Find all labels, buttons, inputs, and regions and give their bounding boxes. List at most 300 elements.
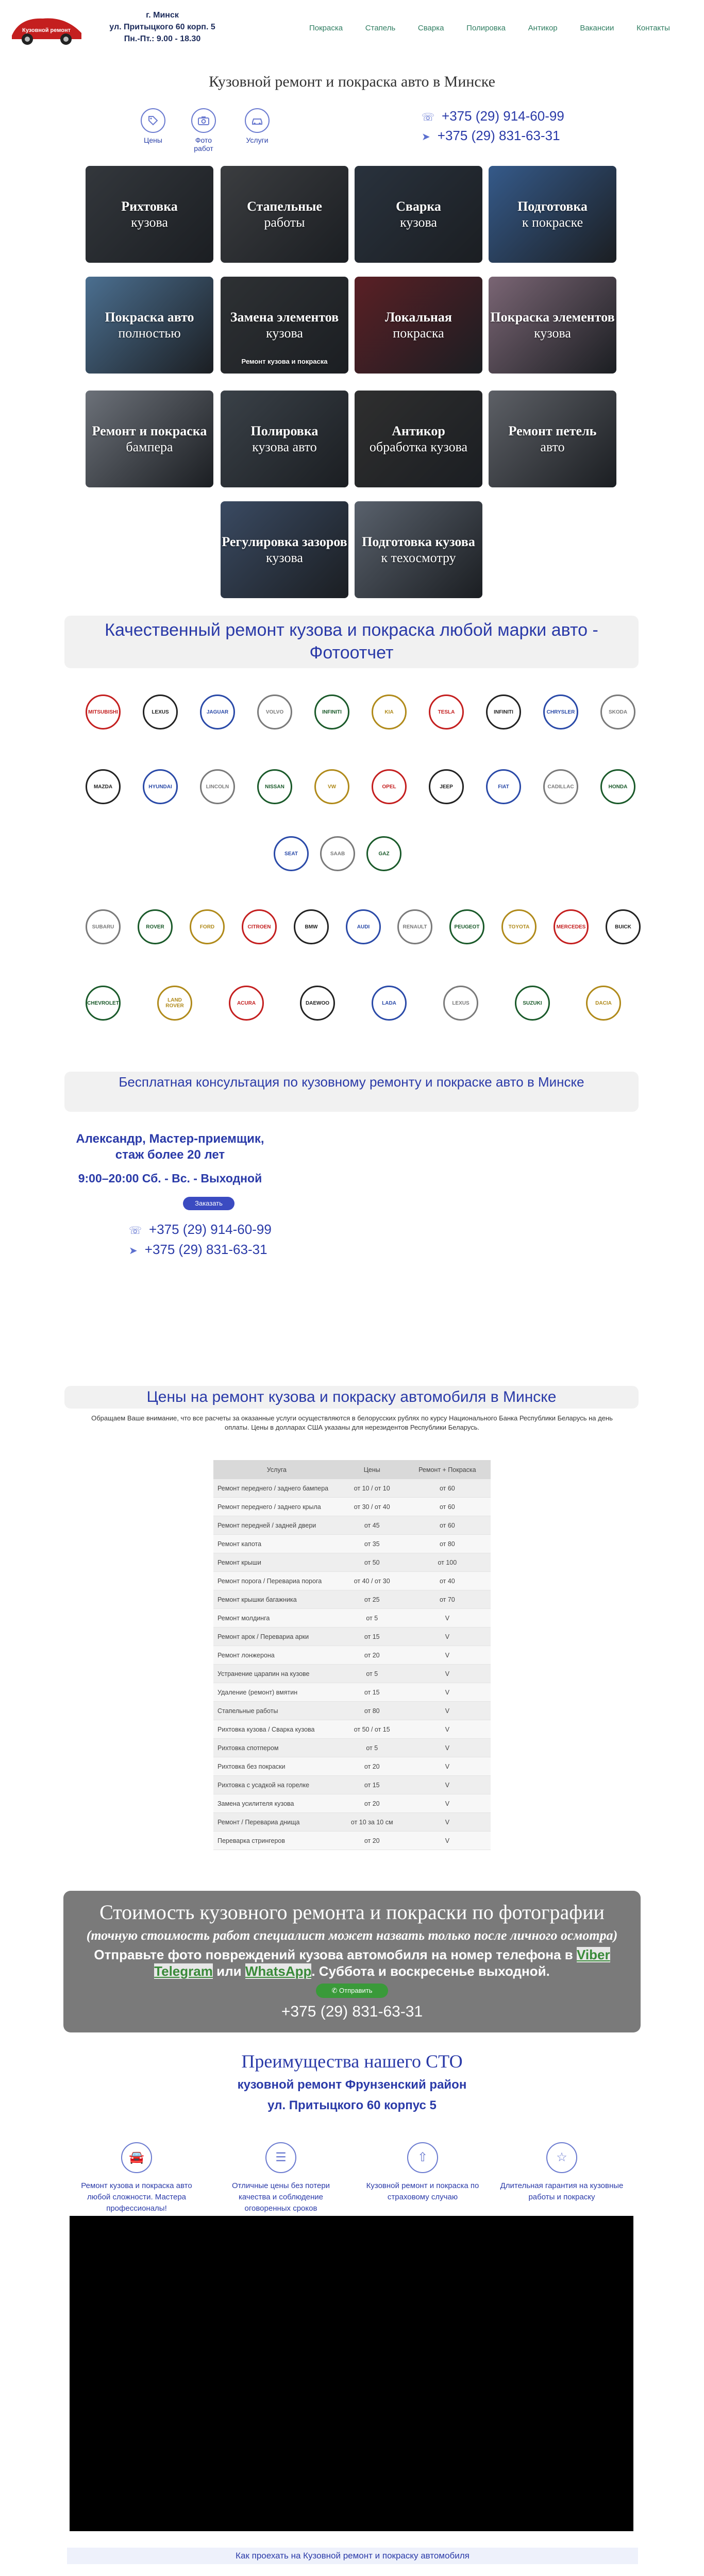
viber-link[interactable]: Viber: [577, 1947, 610, 1962]
brand-logo: [366, 692, 412, 732]
brand-logo: [423, 692, 470, 732]
logo-text: Кузовной ремонт: [22, 27, 71, 33]
brand-logo: [184, 907, 230, 947]
service-tile-label: [92, 423, 207, 455]
brand-logo: [194, 767, 241, 807]
nav-link-welding[interactable]: Сварка: [417, 24, 444, 32]
address-city: г. Минск: [146, 11, 179, 20]
service-tile-label: [362, 534, 475, 566]
price-value: от 20: [340, 1832, 404, 1850]
brand-name: LAND ROVER: [157, 986, 192, 1021]
brand-name: MERCEDES: [554, 909, 589, 944]
camera-icon: [191, 108, 216, 133]
brand-name: KIA: [372, 694, 407, 730]
service-subtitle: к техосмотру: [381, 550, 456, 565]
brand-name: DAEWOO: [300, 986, 335, 1021]
address-street: ул. Притыцкого 60 корп. 5: [109, 23, 215, 31]
price-tag-icon: ☰: [265, 2142, 296, 2173]
insurance-icon: ⇧: [407, 2142, 438, 2173]
price-repaint: V: [404, 1813, 491, 1832]
brand-name: NISSAN: [257, 769, 292, 804]
table-row: [213, 1813, 491, 1832]
consult-phone-1[interactable]: [129, 1222, 272, 1238]
brand-logo: [132, 907, 178, 947]
photo-estimate-phone[interactable]: +375 (29) 831-63-31: [281, 2003, 423, 2020]
send-text: Отправьте фото повреждений кузова автомобиля на номер телефона в: [94, 1947, 573, 1962]
service-subtitle: кузова авто: [252, 439, 317, 454]
table-row: [213, 1683, 491, 1702]
service-title: Покраска авто: [105, 310, 194, 325]
price-service: Ремонт молдинга: [213, 1609, 340, 1628]
table-row: [213, 1757, 491, 1776]
advantage-item: [72, 2142, 201, 2214]
brand-logo: [309, 767, 355, 807]
table-row: [213, 1702, 491, 1720]
price-value: от 15: [340, 1776, 404, 1794]
service-subtitle: авто: [540, 439, 565, 454]
price-service: Ремонт переднего / заднего крыла: [213, 1498, 340, 1516]
price-value: от 45: [340, 1516, 404, 1535]
service-title: Локальная: [385, 310, 452, 325]
price-value: от 5: [340, 1609, 404, 1628]
brand-name: CITROEN: [242, 909, 277, 944]
service-tile-label: [517, 198, 588, 230]
brand-name: INFINITI: [314, 694, 349, 730]
quick-link-services[interactable]: [239, 108, 275, 144]
brand-logo: [137, 767, 183, 807]
brand-logo: [252, 692, 298, 732]
price-repaint: V: [404, 1628, 491, 1646]
brand-name: TESLA: [429, 694, 464, 730]
price-repaint: V: [404, 1776, 491, 1794]
price-service: Ремонт порога / Перевариа порога: [213, 1572, 340, 1590]
price-service: Устранение царапин на кузове: [213, 1665, 340, 1683]
service-tile[interactable]: [355, 277, 482, 374]
table-row: [213, 1479, 491, 1498]
brand-name: DACIA: [586, 986, 621, 1021]
brand-name: ROVER: [138, 909, 173, 944]
table-row: [213, 1498, 491, 1516]
price-service: Замена усилителя кузова: [213, 1794, 340, 1813]
advantages-title: Преимущества нашего СТО: [241, 2051, 463, 2072]
table-row: [213, 1794, 491, 1813]
price-value: от 15: [340, 1628, 404, 1646]
service-tile[interactable]: [86, 166, 213, 263]
brand-logo: [152, 983, 198, 1023]
price-service: Ремонт крыши: [213, 1553, 340, 1572]
price-repaint: от 80: [404, 1535, 491, 1553]
price-value: от 50 / от 15: [340, 1720, 404, 1739]
service-subtitle: полностью: [118, 326, 181, 341]
send-photo-button[interactable]: [316, 1984, 388, 1998]
quick-link-label: Цены: [144, 136, 162, 144]
send-photo-label: Отправить: [339, 1987, 373, 1994]
price-service: Удаление (ремонт) вмятин: [213, 1683, 340, 1702]
site-header: [0, 0, 704, 57]
service-tile-label: [121, 198, 178, 230]
brand-logo: [548, 907, 594, 947]
photo-report-title: Качественный ремонт кузова и покраска любой марки авто - Фотоотчет: [64, 616, 639, 668]
price-service: Ремонт капота: [213, 1535, 340, 1553]
price-col-service: Услуга: [213, 1460, 340, 1479]
table-row: [213, 1609, 491, 1628]
price-value: от 80: [340, 1702, 404, 1720]
brand-logo: [314, 834, 361, 874]
service-title: Стапельные: [247, 199, 322, 214]
price-repaint: от 70: [404, 1590, 491, 1609]
price-value: от 20: [340, 1646, 404, 1665]
price-repaint: V: [404, 1702, 491, 1720]
brand-logo: [309, 692, 355, 732]
brand-logo: [423, 767, 470, 807]
service-subtitle: к покраске: [522, 215, 583, 230]
brand-name: CADILLAC: [543, 769, 578, 804]
brand-name: RENAULT: [397, 909, 432, 944]
service-title: Рихтовка: [121, 199, 178, 214]
price-value: от 10 / от 10: [340, 1479, 404, 1498]
brand-logo: [595, 767, 641, 807]
quick-link-label: Фото работ: [194, 136, 213, 152]
brand-name: LEXUS: [443, 986, 478, 1021]
service-title: Замена элементов: [230, 310, 339, 325]
price-service: Ремонт передней / задней двери: [213, 1516, 340, 1535]
price-value: от 20: [340, 1757, 404, 1776]
price-service: Ремонт арок / Перевариа арки: [213, 1628, 340, 1646]
advantage-text: Кузовной ремонт и покраска по страховому случаю: [366, 2181, 479, 2201]
brand-logo: [600, 907, 646, 947]
price-table-wrap: [213, 1460, 491, 1850]
header-address: [88, 9, 237, 45]
brand-logo: [236, 907, 282, 947]
service-tile-label: [370, 423, 467, 455]
brand-logo: [580, 983, 627, 1023]
service-title: Подготовка: [517, 199, 588, 214]
brand-logo: [294, 983, 341, 1023]
service-subtitle: бампера: [126, 439, 173, 454]
nav-link-vacancies[interactable]: Вакансии: [580, 24, 614, 32]
nav-link-anticor[interactable]: Антикор: [528, 24, 558, 32]
brand-logo: [80, 692, 126, 732]
service-title: Покраска элементов: [490, 310, 615, 325]
brand-name: LADA: [372, 986, 407, 1021]
brand-name: BUICK: [606, 909, 641, 944]
order-button[interactable]: Заказать: [183, 1197, 234, 1210]
advantage-text: Длительная гарантия на кузовные работы и покраску: [500, 2181, 624, 2201]
price-repaint: от 60: [404, 1498, 491, 1516]
brand-logo: [340, 907, 387, 947]
brand-name: TOYOTA: [501, 909, 537, 944]
nav-link-polishing[interactable]: Полировка: [466, 24, 506, 32]
table-row: [213, 1628, 491, 1646]
main-nav: [309, 24, 670, 32]
site-logo[interactable]: [9, 7, 84, 47]
brand-logo: [80, 983, 126, 1023]
car-icon: [245, 108, 270, 133]
service-tile-label: [396, 198, 441, 230]
photo-estimate-subtitle: (точную стоимость работ специалист может назвать только после личного осмотра): [86, 1928, 618, 1943]
brand-logo: [538, 692, 584, 732]
brand-name: HONDA: [600, 769, 635, 804]
service-title: Ремонт петель: [508, 423, 597, 438]
brand-logo: [366, 767, 412, 807]
price-table: [213, 1460, 491, 1850]
brand-name: MAZDA: [86, 769, 121, 804]
brand-name: OPEL: [372, 769, 407, 804]
service-tile[interactable]: [86, 391, 213, 487]
price-service: Ремонт лонжерона: [213, 1646, 340, 1665]
video-player[interactable]: [70, 2216, 633, 2531]
brand-name: LINCOLN: [200, 769, 235, 804]
photo-estimate-box: [63, 1891, 641, 2032]
table-row: [213, 1590, 491, 1609]
service-subtitle: работы: [264, 215, 305, 230]
brand-logo: [137, 692, 183, 732]
price-value: от 25: [340, 1590, 404, 1609]
brand-logo: [438, 983, 484, 1023]
tag-icon: [141, 108, 165, 133]
quick-link-label: Услуги: [246, 136, 269, 144]
price-col-repaint: Ремонт + Покраска: [404, 1460, 491, 1479]
price-value: от 15: [340, 1683, 404, 1702]
brand-logo: [480, 767, 527, 807]
price-repaint: V: [404, 1609, 491, 1628]
brand-logo: [480, 692, 527, 732]
service-tile[interactable]: [355, 391, 482, 487]
price-service: Рихтовка без покраски: [213, 1757, 340, 1776]
consult-phone-2[interactable]: [129, 1242, 267, 1258]
price-repaint: V: [404, 1794, 491, 1813]
thumbs-up-icon: ☆: [546, 2142, 577, 2173]
service-subtitle: кузова: [266, 550, 303, 565]
service-subtitle: покраска: [393, 326, 444, 341]
service-tile[interactable]: [221, 391, 348, 487]
whatsapp-icon: ✆: [331, 1987, 340, 1994]
price-repaint: от 60: [404, 1516, 491, 1535]
brand-logo: [392, 907, 438, 947]
brand-name: PEUGEOT: [449, 909, 484, 944]
advantage-text: Отличные цены без потери качества и соблюдение оговоренных сроков: [231, 2181, 330, 2213]
brand-name: FORD: [190, 909, 225, 944]
phone-1[interactable]: [422, 108, 564, 124]
telegram-icon: ➤: [422, 131, 430, 143]
price-value: от 5: [340, 1739, 404, 1757]
price-repaint: V: [404, 1665, 491, 1683]
price-service: Ремонт / Перевариа днища: [213, 1813, 340, 1832]
service-tile-label: [490, 309, 614, 341]
price-repaint: V: [404, 1757, 491, 1776]
table-row: [213, 1553, 491, 1572]
brand-name: CHRYSLER: [543, 694, 578, 730]
advantage-item: [358, 2142, 487, 2203]
service-tile-label: [230, 309, 339, 341]
advantages-address: ул. Притыцкого 60 корпус 5: [267, 2098, 437, 2112]
service-tile-label: [105, 309, 194, 341]
nav-link-painting[interactable]: Покраска: [309, 24, 343, 32]
table-row: [213, 1720, 491, 1739]
brand-logo: [80, 767, 126, 807]
quick-link-prices[interactable]: [135, 108, 171, 144]
consultant-name: Александр, Мастер-приемщик, стаж более 20 лет: [76, 1132, 264, 1162]
table-row: [213, 1516, 491, 1535]
price-repaint: V: [404, 1739, 491, 1757]
price-repaint: от 40: [404, 1572, 491, 1590]
quick-link-photos[interactable]: [186, 108, 222, 152]
advantage-item: [497, 2142, 626, 2203]
service-title: Антикор: [392, 423, 445, 438]
brand-name: SUBARU: [86, 909, 121, 944]
brand-name: HYUNDAI: [143, 769, 178, 804]
advantages-district: кузовной ремонт Фрунзенский район: [237, 2078, 467, 2092]
phone-number: +375 (29) 914-60-99: [149, 1222, 272, 1237]
brand-name: BMW: [294, 909, 329, 944]
brand-name: AUDI: [346, 909, 381, 944]
photo-estimate-text: [84, 1946, 620, 1979]
brand-logo: [538, 767, 584, 807]
or-text: или: [216, 1963, 242, 1979]
table-row: [213, 1832, 491, 1850]
brand-name: SKODA: [600, 694, 635, 730]
price-value: от 50: [340, 1553, 404, 1572]
price-service: Рихтовка спотпером: [213, 1739, 340, 1757]
price-repaint: V: [404, 1832, 491, 1850]
brand-logo: [496, 907, 542, 947]
brand-logo: [80, 907, 126, 947]
table-row: [213, 1665, 491, 1683]
service-subtitle: кузова: [400, 215, 437, 230]
brand-logo: [223, 983, 270, 1023]
brand-name: GAZ: [366, 836, 401, 871]
service-tile[interactable]: [221, 166, 348, 263]
price-col-price: Цены: [340, 1460, 404, 1479]
price-value: от 30 / от 40: [340, 1498, 404, 1516]
price-value: от 20: [340, 1794, 404, 1813]
price-service: Ремонт крышки багажника: [213, 1590, 340, 1609]
price-repaint: V: [404, 1683, 491, 1702]
service-tile-label: [385, 309, 452, 341]
price-value: от 40 / от 30: [340, 1572, 404, 1590]
service-tile-label: [251, 423, 319, 455]
service-title: Подготовка кузова: [362, 534, 475, 549]
service-tile[interactable]: [86, 277, 213, 374]
telegram-link[interactable]: Telegram: [154, 1963, 213, 1979]
service-subtitle: кузова: [131, 215, 168, 230]
brand-name: VW: [314, 769, 349, 804]
price-service: Рихтовка кузова / Сварка кузова: [213, 1720, 340, 1739]
service-title: Сварка: [396, 199, 441, 214]
address-hours: Пн.-Пт.: 9.00 - 18.30: [124, 35, 201, 43]
phone-icon: ☏: [422, 112, 435, 123]
nav-link-contacts[interactable]: Контакты: [636, 24, 670, 32]
table-row: [213, 1646, 491, 1665]
price-repaint: от 60: [404, 1479, 491, 1498]
price-service: Ремонт переднего / заднего бампера: [213, 1479, 340, 1498]
service-subtitle: кузова: [266, 326, 303, 341]
price-value: от 5: [340, 1665, 404, 1683]
how-to-get-link[interactable]: Как проехать на Кузовной ремонт и покраску автомобиля: [67, 2548, 638, 2564]
brand-logo: [252, 767, 298, 807]
advantage-item: [216, 2142, 345, 2214]
page-title: Кузовной ремонт и покраска авто в Минске: [209, 73, 495, 90]
brand-logo: [288, 907, 334, 947]
telegram-icon: ➤: [129, 1245, 138, 1257]
brand-name: SAAB: [320, 836, 355, 871]
brand-name: FIAT: [486, 769, 521, 804]
table-row: [213, 1572, 491, 1590]
phone-number: +375 (29) 914-60-99: [442, 108, 564, 124]
price-service: Стапельные работы: [213, 1702, 340, 1720]
brand-logo: [595, 692, 641, 732]
phone-icon: ☏: [129, 1225, 142, 1236]
service-subtitle: обработка кузова: [369, 439, 468, 454]
brand-name: ACURA: [229, 986, 264, 1021]
table-row: [213, 1535, 491, 1553]
service-tile-label: [247, 198, 322, 230]
service-tile[interactable]: [355, 166, 482, 263]
brand-name: VOLVO: [257, 694, 292, 730]
table-row: [213, 1776, 491, 1794]
working-hours: 9:00–20:00 Сб. - Вс. - Выходной: [78, 1172, 262, 1185]
brand-name: JEEP: [429, 769, 464, 804]
brand-logo: [268, 834, 314, 874]
service-tile[interactable]: [489, 391, 616, 487]
brand-logo: [366, 983, 412, 1023]
prices-title: Цены на ремонт кузова и покраску автомобиля в Минске: [64, 1386, 639, 1409]
consultation-title: Бесплатная консультация по кузовному ремонту и покраске авто в Минске: [64, 1072, 639, 1112]
price-value: от 35: [340, 1535, 404, 1553]
price-service: Переварка стрингеров: [213, 1832, 340, 1850]
price-repaint: от 100: [404, 1553, 491, 1572]
brand-name: MITSUBISHI: [86, 694, 121, 730]
whatsapp-link[interactable]: WhatsApp: [245, 1963, 312, 1979]
service-title: Регулировка зазоров: [222, 534, 347, 549]
brand-name: CHEVROLET: [86, 986, 121, 1021]
nav-link-stapel[interactable]: Стапель: [365, 24, 396, 32]
service-title: Полировка: [250, 423, 319, 438]
brand-name: SUZUKI: [515, 986, 550, 1021]
phone-2[interactable]: [422, 128, 560, 144]
service-title: Ремонт и покраска: [92, 423, 207, 438]
brand-logo: [509, 983, 556, 1023]
service-tile[interactable]: [489, 277, 616, 374]
service-note: Ремонт кузова и покраска: [241, 358, 328, 365]
price-value: от 10 за 10 см: [340, 1813, 404, 1832]
price-repaint: V: [404, 1646, 491, 1665]
service-tile[interactable]: [489, 166, 616, 263]
service-tile[interactable]: [221, 277, 348, 374]
prices-notice: Обращаем Ваше внимание, что все расчеты за оказанные услуги осуществляются в белорусских рублях по курсу Национального Банка Республики Беларусь на день оплаты. Цены в долларах США указаны для нерезидентов Республики Беларусь.: [91, 1414, 613, 1431]
brand-logo: [361, 834, 407, 874]
price-repaint: V: [404, 1720, 491, 1739]
car-icon: 🚘: [121, 2142, 152, 2173]
weekend-text: . Суббота и воскресенье выходной.: [311, 1963, 550, 1979]
phone-number: +375 (29) 831-63-31: [437, 128, 560, 143]
service-tile[interactable]: [355, 501, 482, 598]
brand-logo: [194, 692, 241, 732]
service-tile[interactable]: [221, 501, 348, 598]
brand-name: LEXUS: [143, 694, 178, 730]
service-subtitle: кузова: [534, 326, 571, 341]
brand-name: SEAT: [274, 836, 309, 871]
price-service: Рихтовка с усадкой на горелке: [213, 1776, 340, 1794]
photo-estimate-title: Стоимость кузовного ремонта и покраски по фотографии: [99, 1901, 605, 1924]
phone-number: +375 (29) 831-63-31: [144, 1242, 267, 1257]
advantage-text: Ремонт кузова и покраска авто любой сложности. Мастера профессионалы!: [81, 2181, 192, 2213]
brand-logo: [444, 907, 490, 947]
service-tile-label: [222, 534, 347, 566]
brand-name: JAGUAR: [200, 694, 235, 730]
table-row: [213, 1739, 491, 1757]
service-tile-label: [509, 423, 597, 455]
